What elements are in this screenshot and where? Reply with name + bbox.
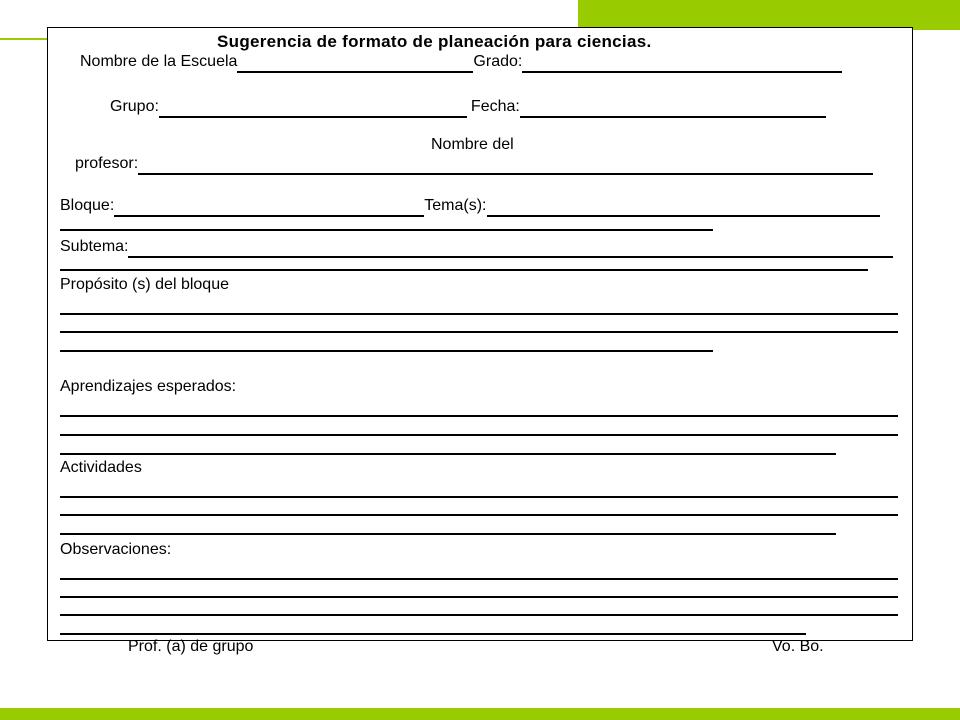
expected-learning-line-2[interactable]	[60, 434, 898, 436]
decorative-top-bar	[578, 0, 960, 30]
group-field[interactable]	[159, 102, 467, 118]
purpose-line-2[interactable]	[60, 331, 898, 333]
expected-learning-line-3[interactable]	[60, 453, 836, 455]
topic-field-continuation[interactable]	[60, 229, 713, 231]
planning-form	[47, 27, 913, 641]
expected-learning-label: Aprendizajes esperados:	[60, 378, 237, 395]
observations-label: Observaciones:	[60, 541, 172, 558]
teacher-label-line2: profesor:	[75, 155, 139, 172]
grade-field[interactable]	[522, 57, 842, 73]
teacher-label-line1: Nombre del	[431, 136, 514, 153]
observations-line-2[interactable]	[60, 596, 898, 598]
observations-line-1[interactable]	[60, 578, 898, 580]
topic-label: Tema(s):	[424, 197, 487, 214]
observations-line-3[interactable]	[60, 614, 898, 616]
block-field[interactable]	[114, 201, 424, 217]
school-name-field[interactable]	[237, 57, 473, 73]
decorative-bottom-bar	[0, 708, 960, 720]
grade-label: Grado:	[473, 53, 523, 70]
subtopic-field-continuation[interactable]	[60, 269, 868, 271]
group-date-row	[110, 98, 826, 116]
school-label: Nombre de la Escuela	[80, 53, 238, 70]
activities-line-2[interactable]	[60, 514, 898, 516]
topic-field[interactable]	[487, 201, 880, 217]
block-label: Bloque:	[60, 197, 115, 214]
subtopic-row	[60, 238, 893, 256]
approval-label: Vo. Bo.	[772, 638, 824, 655]
group-label: Grupo:	[110, 98, 159, 115]
date-label: Fecha:	[470, 98, 520, 115]
date-field[interactable]	[520, 102, 826, 118]
activities-label: Actividades	[60, 459, 142, 476]
school-grade-row	[80, 53, 842, 71]
purpose-line-3[interactable]	[60, 350, 713, 352]
form-title: Sugerencia de formato de planeación para ciencias.	[217, 32, 652, 51]
subtopic-field[interactable]	[128, 242, 893, 258]
teacher-name-field[interactable]	[138, 159, 873, 175]
teacher-row	[75, 155, 873, 173]
teacher-signature-label: Prof. (a) de grupo	[128, 638, 254, 655]
decorative-left-line	[0, 38, 48, 40]
observations-line-4[interactable]	[60, 633, 806, 635]
expected-learning-line-1[interactable]	[60, 415, 898, 417]
subtopic-label: Subtema:	[60, 238, 129, 255]
purpose-label: Propósito (s) del bloque	[60, 276, 229, 293]
activities-line-1[interactable]	[60, 496, 898, 498]
activities-line-3[interactable]	[60, 533, 836, 535]
block-topic-row	[60, 197, 880, 215]
purpose-line-1[interactable]	[60, 313, 898, 315]
